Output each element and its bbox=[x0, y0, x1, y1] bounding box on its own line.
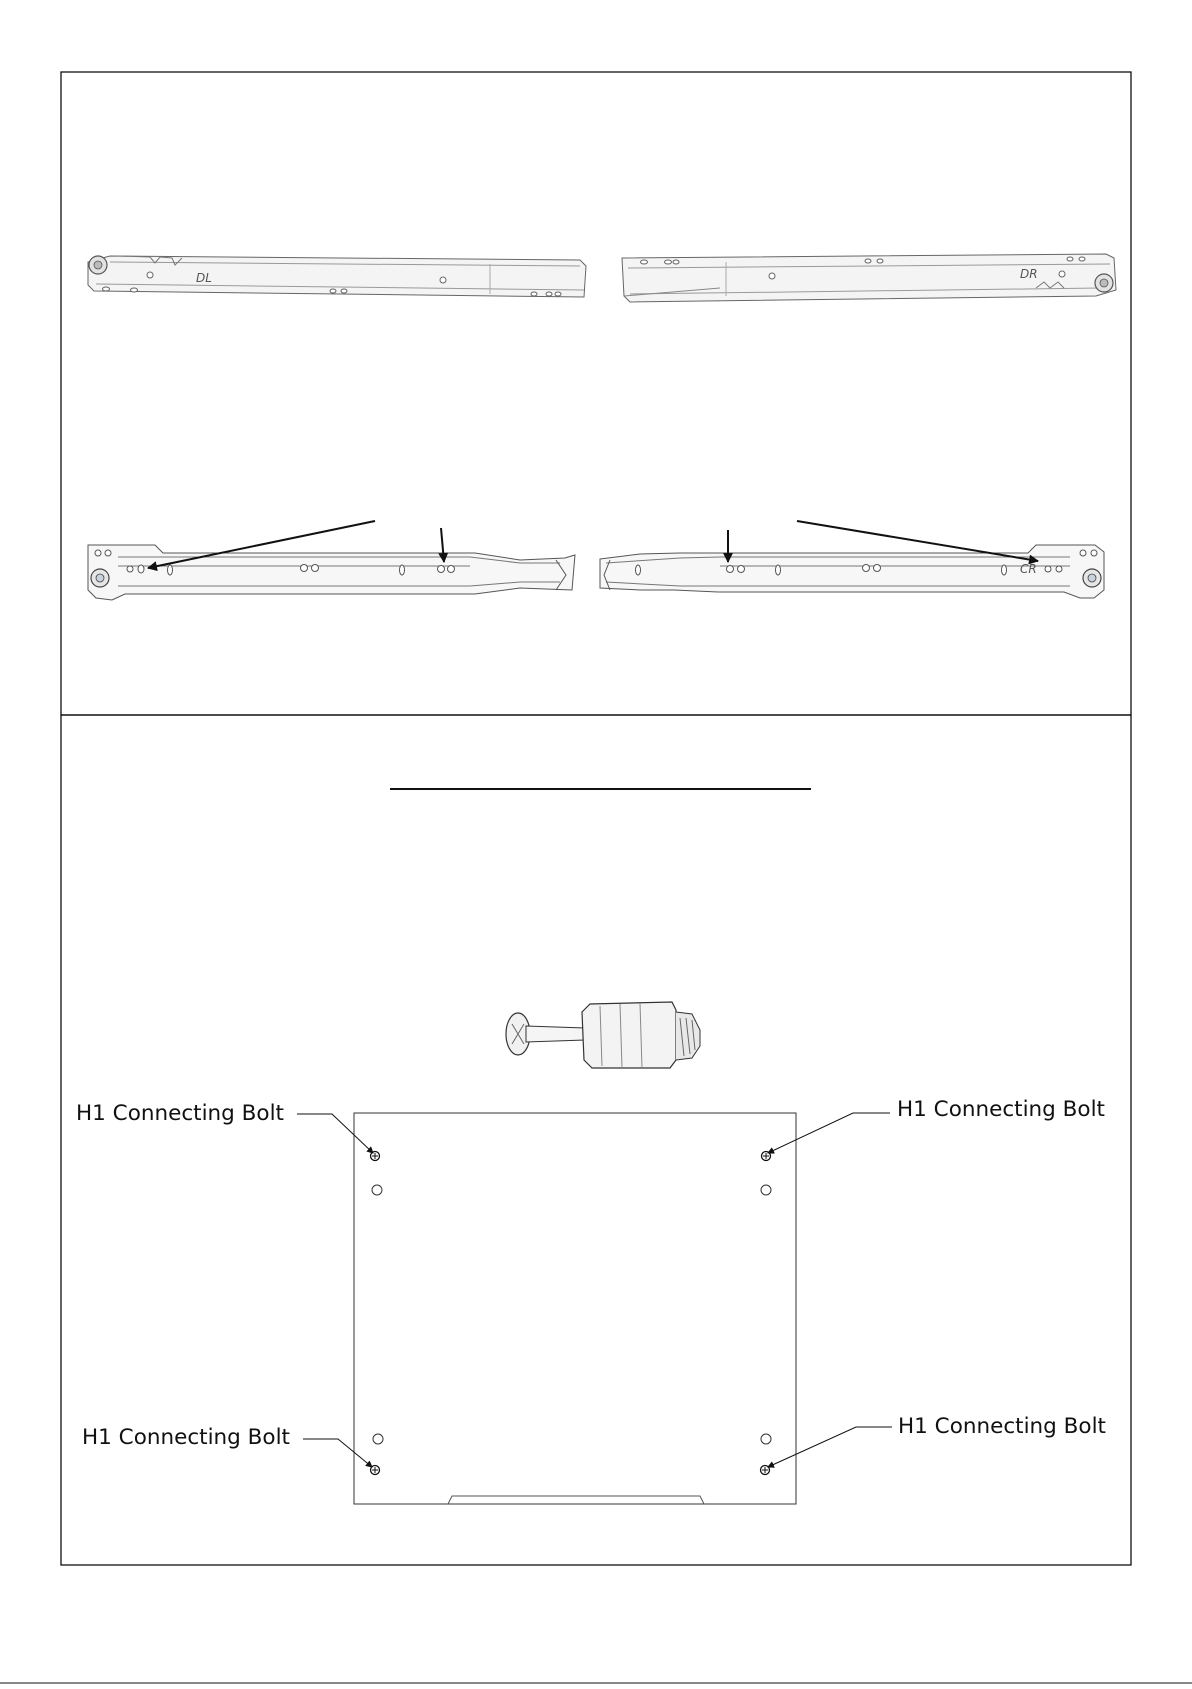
bolt-label-top-right: H1 Connecting Bolt bbox=[897, 1097, 1105, 1122]
drawer-rail-top-right bbox=[622, 254, 1116, 302]
bolt-point-top-left bbox=[371, 1152, 380, 1161]
rail-code-dr: DR bbox=[1020, 267, 1038, 281]
drawer-panel bbox=[354, 1113, 796, 1504]
rail-code-cr: CR bbox=[1020, 562, 1037, 576]
connecting-bolt-icon bbox=[506, 1002, 700, 1068]
drawer-rail-top-left bbox=[88, 256, 586, 297]
rail-code-dl: DL bbox=[196, 271, 212, 285]
bolt-label-bottom-left: H1 Connecting Bolt bbox=[82, 1425, 290, 1450]
screw-hole-icon bbox=[761, 1434, 771, 1444]
upper-frame bbox=[61, 72, 1131, 715]
bolt-label-bottom-right: H1 Connecting Bolt bbox=[898, 1414, 1106, 1439]
screw-hole-icon bbox=[372, 1185, 382, 1195]
screw-hole-icon bbox=[761, 1185, 771, 1195]
screw-hole-icon bbox=[373, 1434, 383, 1444]
drawer-rail-bottom-right bbox=[600, 545, 1104, 598]
bolt-label-top-left: H1 Connecting Bolt bbox=[76, 1101, 284, 1126]
drawer-rail-bottom-left bbox=[88, 545, 575, 600]
